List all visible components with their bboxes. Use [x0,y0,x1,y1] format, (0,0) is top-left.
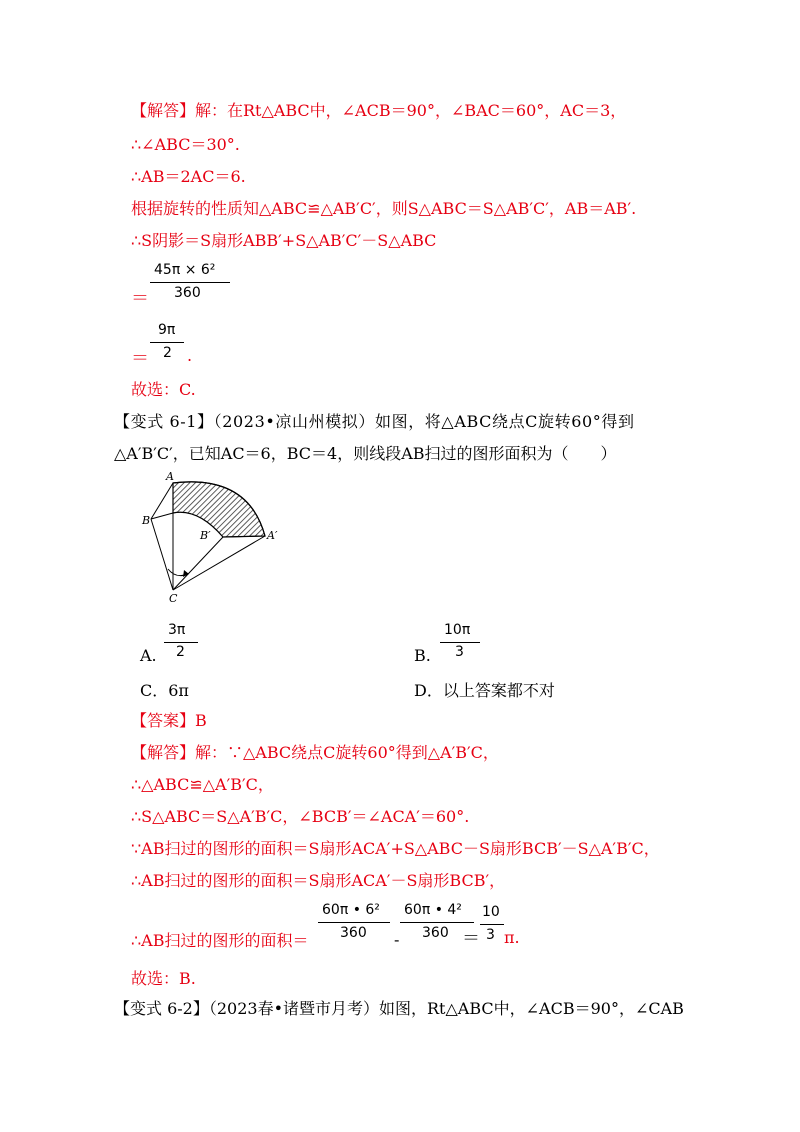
solution-line-2: ∴∠ABC＝30°. [131,135,240,154]
variant-solution-line-1: 【解答】解：∵△ABC绕点C旋转60°得到△A′B′C， [131,743,499,762]
fraction-bar [480,924,504,925]
label-bp: B′ [200,529,211,542]
variant-6-2-header: 【变式 6-2】（2023春•诸暨市月考）如图，Rt△ABC中，∠ACB＝90°，∠CAB [114,999,684,1018]
fraction-numerator: 10π [444,622,471,638]
label-a: A [166,470,174,483]
variant-solution-line-2: ∴△ABC≌△A′B′C， [131,775,274,794]
solution-line-4: 根据旋转的性质知△ABC≌△AB′C′，则S△ABC＝S△AB′C′，AB＝AB′. [131,199,637,218]
period: . [187,346,193,365]
label-b: B [142,514,151,527]
solution-line-1: 【解答】解：在Rt△ABC中，∠ACB＝90°，∠BAC＝60°，AC＝3， [131,101,627,120]
label-ap: A′ [267,529,278,542]
fraction-bar [400,922,474,923]
option-a-label[interactable]: A. [140,646,157,665]
fraction-bar [150,342,184,343]
fraction-bar [150,282,230,283]
fraction-bar [318,922,390,923]
variant-solution-line-3: ∴S△ABC＝S△A′B′C，∠BCB′＝∠ACA′＝60°. [131,807,470,826]
fraction-bar [164,642,198,643]
fraction-numerator: 3π [168,622,186,638]
fraction-denominator: 360 [340,925,367,941]
fraction-denominator: 2 [176,644,185,660]
fraction-denominator: 3 [486,927,495,943]
segment-bc [151,519,173,590]
choice-1: 故选：C. [131,380,196,399]
option-d[interactable]: D．以上答案都不对 [414,681,555,700]
solution-line-5: ∴S阴影＝S扇形ABB′+S△AB′C′－S△ABC [131,231,437,250]
option-b-label[interactable]: B. [414,646,431,665]
fraction-numerator: 9π [158,322,176,338]
fraction-denominator: 360 [174,285,201,301]
fraction-numerator: 60π • 4² [404,902,462,918]
fraction-numerator: 60π • 6² [322,902,380,918]
minus-sign: - [394,930,400,949]
label-c: C [169,592,178,605]
answer: 【答案】B [131,711,207,730]
equals-sign-1: ＝ [131,288,149,309]
segment-apc [173,536,265,590]
variant-6-1-header-line1: 【变式 6-1】（2023•凉山州模拟）如图，将△ABC绕点C旋转60°得到 [114,412,635,431]
fraction-numerator: 10 [482,904,500,920]
option-c[interactable]: C．6π [140,681,189,700]
equals-sign-2: ＝ [131,348,149,369]
pi-period: π. [504,928,520,947]
variant-solution-line-4: ∵AB扫过的图形的面积＝S扇形ACA′+S△ABC－S扇形BCB′－S△A′B′C， [131,839,660,858]
fraction-denominator: 2 [163,345,172,361]
variant-solution-line-6: ∴AB扫过的图形的面积＝ [131,931,309,950]
variant-solution-line-5: ∴AB扫过的图形的面积＝S扇形ACA′－S扇形BCB′， [131,871,506,890]
swept-area [173,482,265,537]
equals-sign-3: ＝ [462,928,480,949]
fraction-denominator: 3 [455,644,464,660]
variant-6-1-header-line2: △A′B′C′，已知AC＝6，BC＝4，则线段AB扫过的图形面积为（ ） [114,444,617,463]
rotation-figure [138,466,298,606]
segment-bpc [173,537,223,590]
choice-2: 故选：B. [131,969,196,988]
fraction-bar [440,642,480,643]
solution-line-3: ∴AB＝2AC＝6. [131,167,246,186]
fraction-denominator: 360 [422,925,449,941]
fraction-numerator: 45π × 6² [154,262,216,278]
